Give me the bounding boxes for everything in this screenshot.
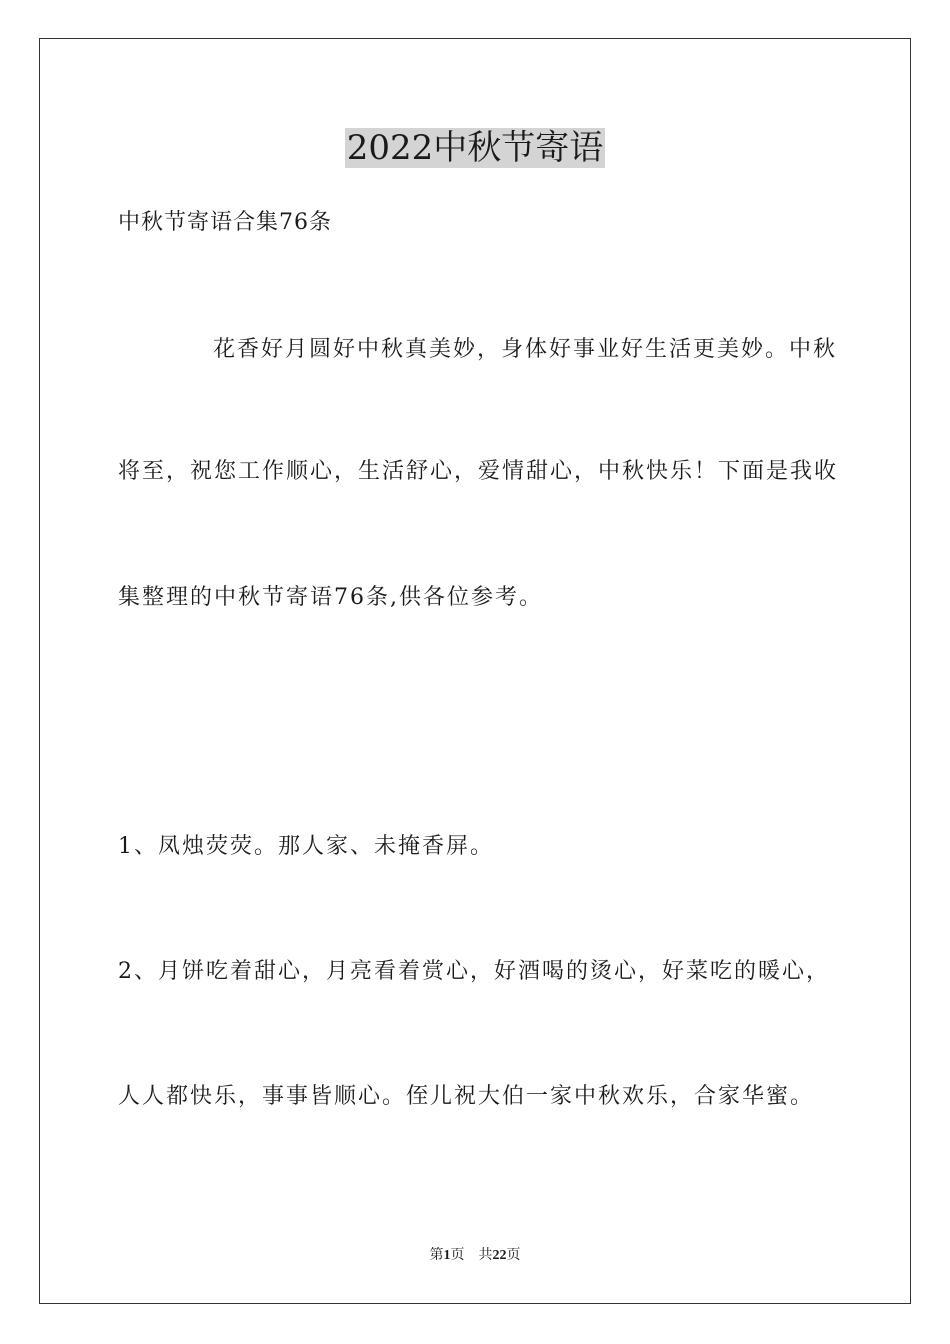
intro-line-2: 将至，祝您工作顺心，生活舒心，爱情甜心，中秋快乐！下面是我收 xyxy=(118,459,839,484)
list-item-2-line-1: 2、月饼吃着甜心，月亮看着赏心，好酒喝的烫心，好菜吃的暖心， xyxy=(118,959,830,984)
list-item-2-line-2: 人人都快乐，事事皆顺心。侄儿祝大伯一家中秋欢乐，合家华蜜。 xyxy=(118,1084,815,1109)
total-pages: 22 xyxy=(492,1248,507,1263)
document-title: 2022中秋节寄语 xyxy=(346,128,604,168)
page-footer xyxy=(0,1246,950,1266)
title-container xyxy=(0,128,950,168)
total-suffix: 页 xyxy=(506,1248,521,1263)
page-number: 1 xyxy=(443,1248,451,1263)
intro-line-1: 花香好月圆好中秋真美妙，身体好事业好生活更美妙。中秋 xyxy=(213,337,838,362)
page-prefix: 第 xyxy=(429,1248,444,1263)
total-prefix: 共 xyxy=(478,1248,493,1263)
document-subtitle: 中秋节寄语合集76条 xyxy=(118,210,332,235)
page-suffix: 页 xyxy=(450,1248,465,1263)
intro-line-3: 集整理的中秋节寄语76条,供各位参考。 xyxy=(118,585,543,610)
list-item-1: 1、凤烛荧荧。那人家、未掩香屏。 xyxy=(118,834,494,859)
